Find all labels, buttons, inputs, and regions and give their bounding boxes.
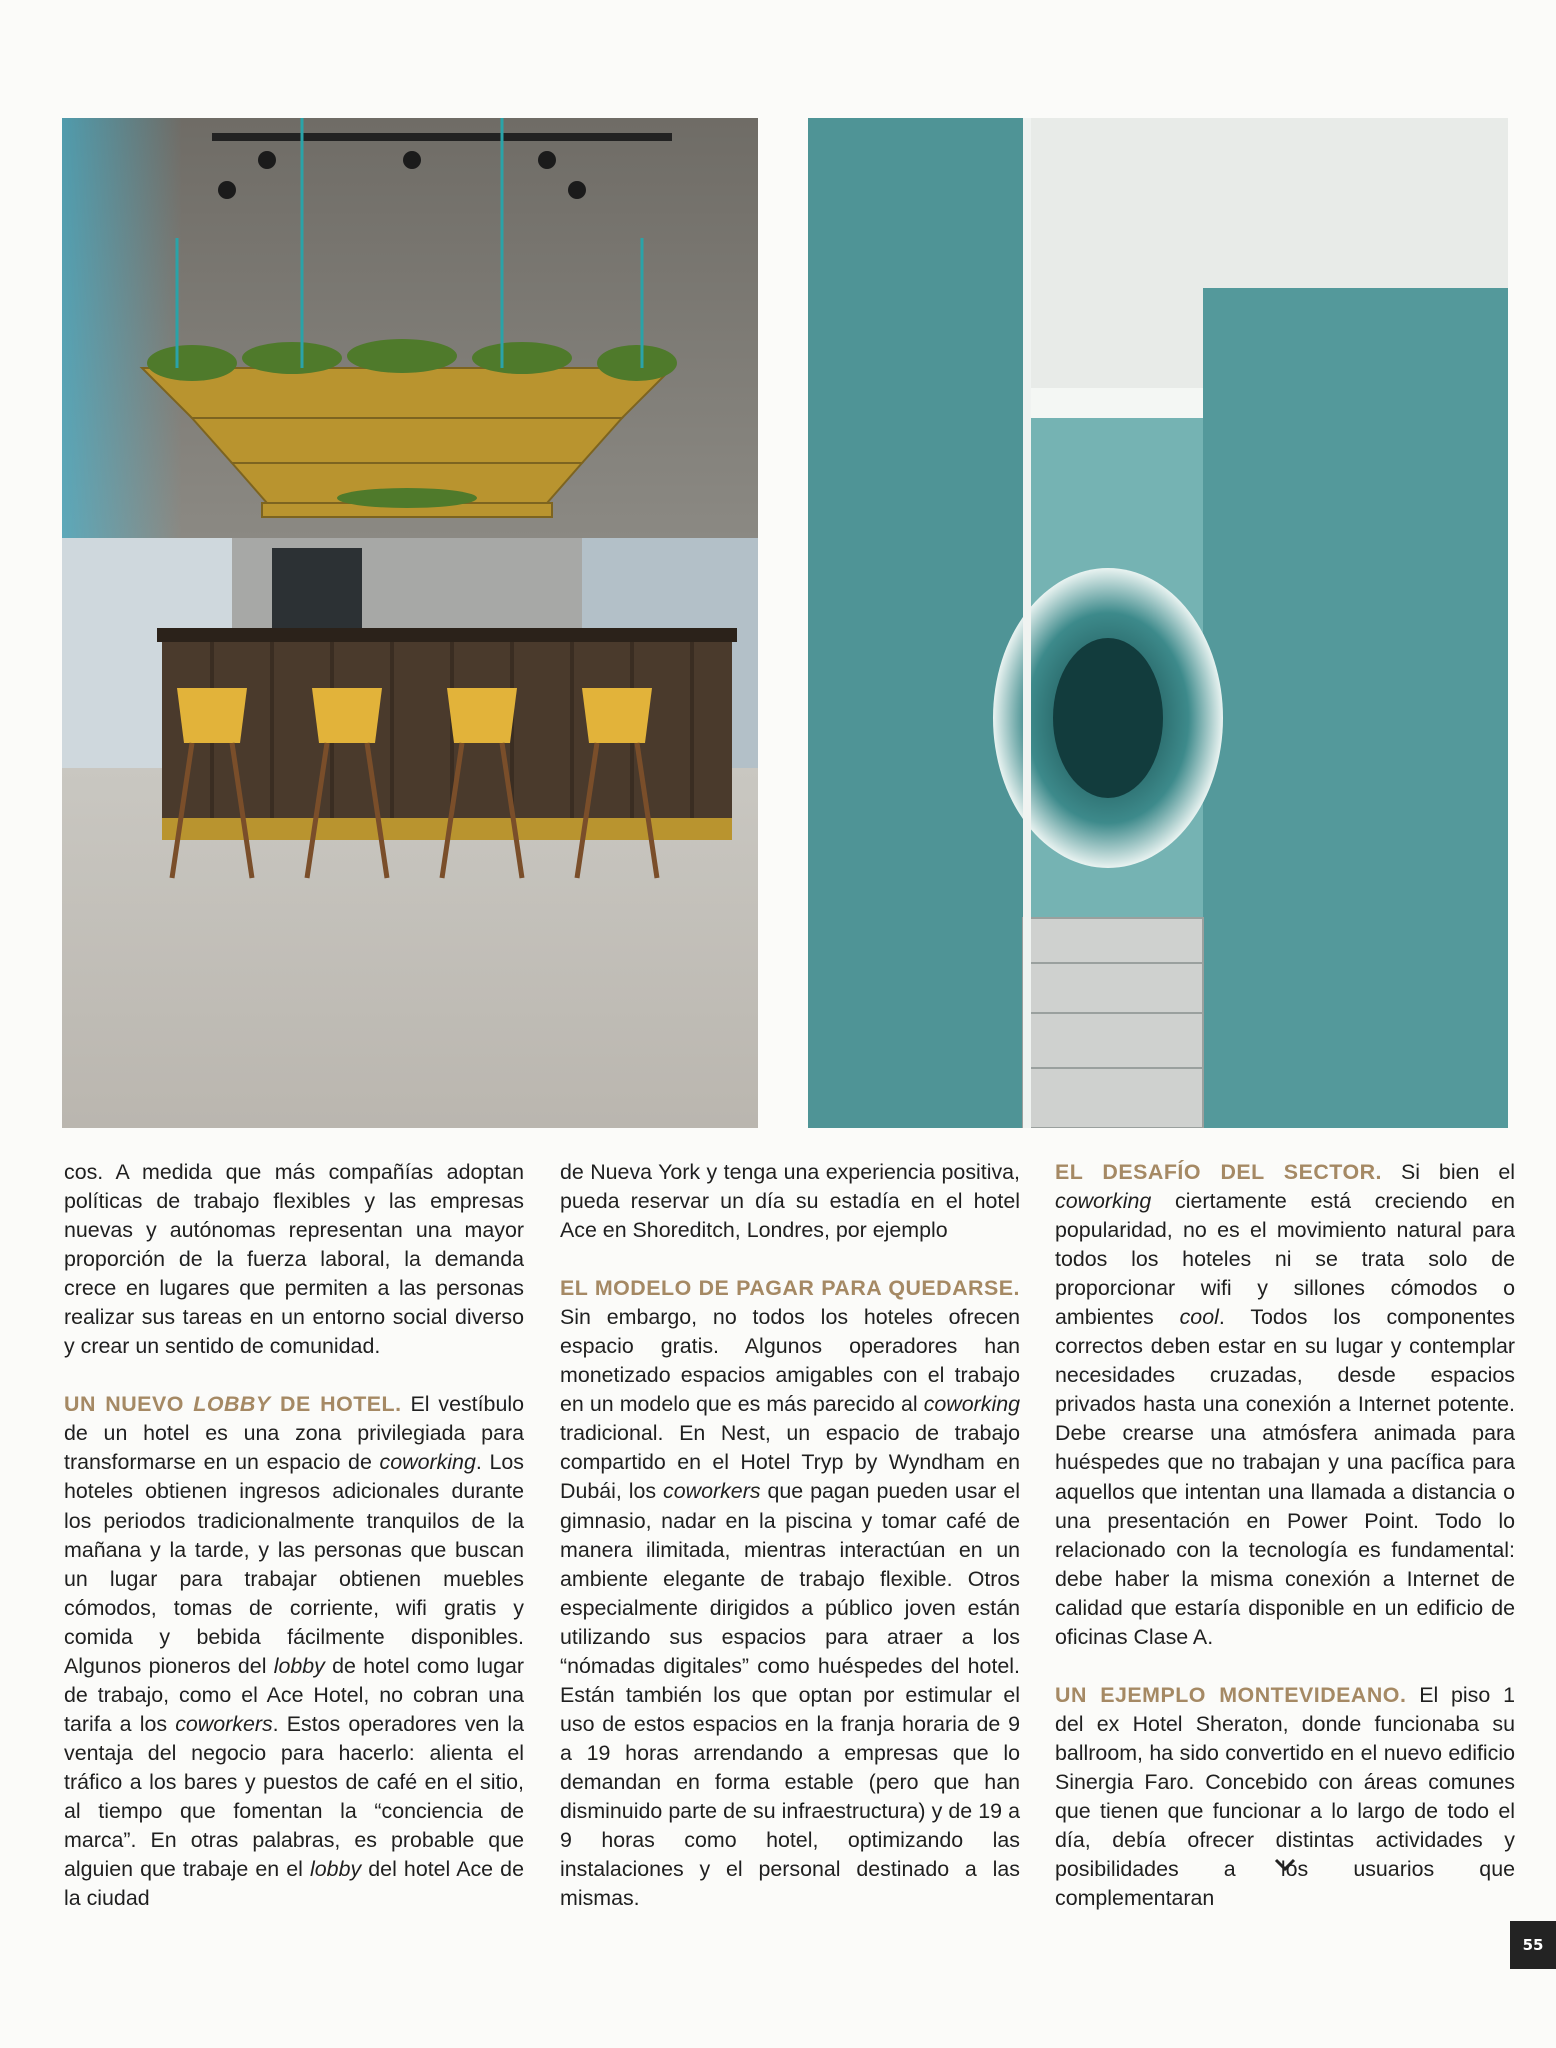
paragraph: EL MODELO DE PAGAR PARA QUEDARSE. Sin embargo, no todos los hoteles ofrecen espacio gratis. Algunos operadores han monetizado espacios amigables con el trabajo en un modelo que es más parecido al coworking tradicional. En Nest, un espacio de trabajo compartido en el Hotel Tryp by Wyndham en Dubái, los coworkers que pagan pueden usar el gimnasio, nadar en la piscina y tomar café de manera ilimitada, mientras interactúan en un ambiente elegante de trabajo flexible. Otros especialmente dirigidos a público joven están utilizando sus espacios para atraer a los “nómadas digitales” como huéspedes del hotel. Están también los que optan por estimular el uso de estos espacios en la franja horaria de 9 a 19 horas arrendando a empresas que lo demandan en forma estable (pero que han disminuido parte de su infraestructura) y de 19 a 9 horas como hotel, optimizando las instalaciones y el personal destinado a las mismas. (560, 1276, 1021, 1911)
lobby-bar-photo (62, 118, 758, 1128)
text-column-1 (64, 1158, 524, 1942)
text-column-2 (560, 1158, 1020, 1942)
paragraph: UN NUEVO LOBBY DE HOTEL. El vestíbulo de un hotel es una zona privilegiada para transformarse en un espacio de coworking. Los hoteles obtienen ingresos adicionales durante los periodos tradicionalmente tranquilos de la mañana y la tarde, y las personas que buscan un lugar para trabajar obtienen muebles cómodos, tomas de corriente, wifi gratis y comida y bebida fácilmente disponibles. Algunos pioneros del lobby de hotel como lugar de trabajo, como el Ace Hotel, no cobran una tarifa a los coworkers. Estos operadores ven la ventaja del negocio para hacerlo: alienta el tráfico a los bares y puestos de café en el sitio, al tiempo que fomentan la “conciencia de marca”. En otras palabras, es probable que alguien que trabaje en el lobby del hotel Ace de la ciudad (64, 1392, 524, 1911)
teal-corridor-photo (808, 118, 1508, 1128)
paragraph: EL DESAFÍO DEL SECTOR. Si bien el coworking ciertamente está creciendo en popularidad, no es el movimiento natural para todos los hoteles ni se trata solo de proporcionar wifi y sillones cómodos o ambientes cool. Todos los componentes correctos deben estar en su lugar y contemplar necesidades cruzadas, desde espacios privados hasta una conexión a Internet potente. Debe crearse una atmósfera animada para huéspedes que no trabajan y una pacífica para aquellos que intentan una llamada a distancia o una presentación en Power Point. Todo lo relacionado con la tecnología es fundamental: debe haber la misma conexión a Internet de calidad que estaría disponible en un edificio de oficinas Clase A. (1055, 1160, 1515, 1649)
paragraph: UN EJEMPLO MONTEVIDEANO. El piso 1 del ex Hotel Sheraton, donde funcionaba su ballroom, ha sido convertido en el nuevo edificio Sinergia Faro. Concebido con áreas comunes que tienen que funcionar a lo largo de todo el día, debía ofrecer distintas actividades y posibilidades a los usuarios que complementaran (1055, 1682, 1515, 1911)
section-heading: UN EJEMPLO MONTEVIDEANO. (1055, 1682, 1407, 1707)
section-heading: EL DESAFÍO DEL SECTOR. (1055, 1160, 1382, 1184)
section-heading: EL MODELO DE PAGAR PARA QUEDARSE. (560, 1276, 1020, 1301)
paragraph: de Nueva York y tenga una experiencia positiva, pueda reservar un día su estadía en el hotel Ace en Shoreditch, Londres, por ejemplo (560, 1160, 1020, 1243)
section-heading: UN NUEVO LOBBY DE HOTEL. (64, 1392, 402, 1417)
chevron-down-icon (1274, 1858, 1296, 1872)
text-column-3 (1055, 1158, 1515, 1942)
paragraph: cos. A medida que más compañías adoptan políticas de trabajo flexibles y las empresas nuevas y autónomas representan una mayor proporción de la fuerza laboral, la demanda crece en lugares que permiten a las personas realizar sus tareas en un entorno social diverso y crear un sentido de comunidad. (64, 1160, 524, 1359)
page-number: 55 (1510, 1921, 1556, 1969)
